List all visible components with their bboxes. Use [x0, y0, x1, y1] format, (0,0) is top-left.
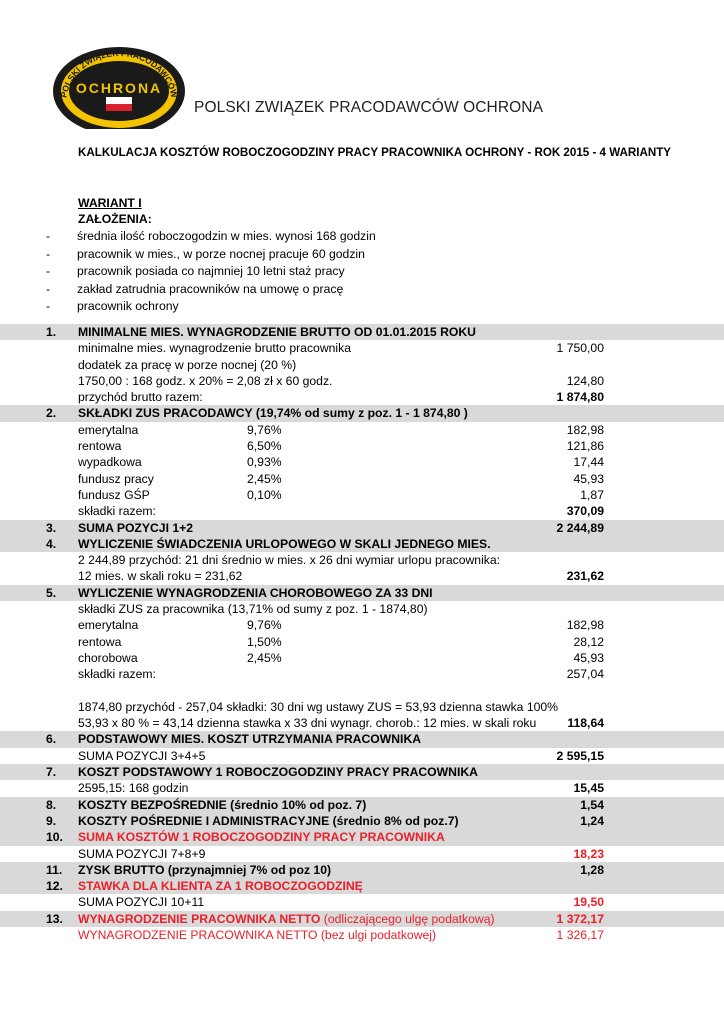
row-label-text: rentowa	[78, 634, 122, 649]
row-value: 124,80	[566, 373, 604, 388]
row-number: 11.	[46, 862, 63, 877]
row-label	[78, 373, 332, 389]
row-number: 13.	[46, 911, 63, 926]
row-label	[78, 731, 421, 747]
table-row	[0, 389, 724, 405]
row-label-text: składki razem:	[78, 667, 156, 682]
section-header-row	[0, 878, 724, 894]
section-header-row	[0, 764, 724, 780]
row-label	[78, 927, 436, 943]
row-label	[78, 878, 363, 894]
table-row	[0, 846, 724, 862]
section-header-row	[0, 520, 724, 536]
row-rate: 2,45%	[247, 471, 282, 486]
row-label-text: 2595,15: 168 godzin	[78, 781, 189, 796]
row-label	[78, 471, 154, 487]
row-number: 4.	[46, 536, 57, 551]
row-label-text: fundusz pracy	[78, 471, 154, 486]
row-label-text: KOSZT PODSTAWOWY 1 ROBOCZOGODZINY PRACY PRACOWNIKA	[78, 765, 478, 780]
row-label	[78, 585, 433, 601]
row-label-text: WYNAGRODZENIE PRACOWNIKA NETTO (bez ulgi podatkowej)	[78, 927, 437, 942]
logo-inner-text: OCHRONA	[75, 80, 163, 96]
row-label	[78, 715, 536, 731]
row-label-text: chorobowa	[78, 650, 138, 665]
table-row	[0, 357, 724, 373]
table-row	[0, 715, 724, 731]
row-label	[78, 748, 205, 764]
row-label-text: SUMA POZYCJI 10+11	[78, 895, 205, 910]
assumptions-heading: ZAŁOŻENIA:	[78, 212, 152, 226]
row-label-text: 1874,80 przychód - 257,04 składki: 30 dni wg ustawy ZUS = 53,93 dzienna stawka 100%	[78, 699, 559, 714]
row-label-text: MINIMALNE MIES. WYNAGRODZENIE BRUTTO OD 01.01.2015 ROKU	[78, 325, 476, 339]
row-number: 8.	[46, 797, 57, 812]
row-label-text: fundusz GŚP	[78, 487, 150, 502]
section-header-row	[0, 405, 724, 421]
row-number: 1.	[46, 325, 57, 339]
table-row	[0, 373, 724, 389]
row-label	[78, 617, 138, 633]
row-value: 1,24	[580, 813, 604, 828]
row-label-text: ZYSK BRUTTO (przynajmniej 7% od poz 10)	[78, 862, 332, 877]
row-number: 2.	[46, 406, 57, 421]
section-header-row	[0, 585, 724, 601]
table-row	[0, 894, 724, 910]
table-row	[0, 487, 724, 503]
row-value: 1,28	[580, 862, 604, 877]
row-value: 17,44	[573, 455, 604, 470]
table-row	[0, 454, 724, 470]
row-label-text: przychód brutto razem:	[78, 390, 203, 405]
table-row	[0, 340, 724, 356]
row-label	[78, 634, 121, 650]
row-value: 231,62	[566, 569, 604, 584]
row-number: 7.	[46, 765, 57, 780]
row-value: 18,23	[573, 846, 604, 861]
table-row	[0, 601, 724, 617]
row-label	[78, 829, 445, 845]
row-value: 15,45	[573, 781, 604, 796]
row-label	[78, 357, 296, 373]
row-label	[78, 422, 138, 438]
row-label	[78, 503, 156, 519]
row-label-text: 1750,00 : 168 godz. x 20% = 2,08 zł x 60 godz.	[78, 373, 333, 388]
section-header-row	[0, 536, 724, 552]
row-label-text: 12 mies. w skali roku = 231,62	[78, 569, 243, 584]
row-label-text: składki ZUS za pracownika (13,71% od sumy z poz. 1 - 1874,80)	[78, 602, 428, 617]
row-label	[78, 389, 203, 405]
row-value: 2 595,15	[556, 748, 604, 763]
row-rate: 9,76%	[247, 618, 282, 633]
row-label-text: PODSTAWOWY MIES. KOSZT UTRZYMANIA PRACOWNIKA	[78, 732, 422, 747]
row-value: 1,87	[580, 487, 604, 502]
row-value: 182,98	[566, 422, 604, 437]
table-row	[0, 552, 724, 568]
row-label-text: WYLICZENIE ŚWIADCZENIA URLOPOWEGO W SKALI JEDNEGO MIES.	[78, 536, 491, 551]
row-value: 182,98	[566, 618, 604, 633]
row-label-text: wypadkowa	[78, 455, 142, 470]
row-value: 1 326,17	[556, 927, 604, 942]
section-header-row	[0, 731, 724, 747]
row-value: 1 874,80	[556, 390, 604, 405]
row-label-text: minimalne mies. wynagrodzenie brutto pracownika	[78, 341, 351, 356]
row-label	[78, 862, 331, 878]
row-rate: 9,76%	[247, 422, 282, 437]
row-label	[78, 797, 366, 813]
organization-name: POLSKI ZWIĄZEK PRACODAWCÓW OCHRONA	[194, 99, 544, 116]
row-value: 45,93	[573, 650, 604, 665]
row-number: 10.	[46, 830, 63, 845]
row-label	[78, 340, 351, 356]
row-label-text: SUMA POZYCJI 1+2	[78, 520, 194, 535]
row-label-text: WYNAGRODZENIE PRACOWNIKA NETTO	[78, 911, 321, 926]
row-label	[78, 405, 468, 421]
row-number: 12.	[46, 879, 63, 894]
table-row	[0, 780, 724, 796]
row-rate: 0,93%	[247, 455, 282, 470]
row-label	[78, 813, 459, 829]
row-value: 1 372,17	[556, 911, 604, 926]
row-value: 121,86	[566, 439, 604, 454]
row-rate: 6,50%	[247, 439, 282, 454]
row-label	[78, 454, 142, 470]
row-label-text: KOSZTY POŚREDNIE I ADMINISTRACYJNE (średnio 8% od poz.7)	[78, 813, 459, 828]
table-row	[0, 634, 724, 650]
row-value: 370,09	[566, 504, 604, 519]
table-row	[0, 650, 724, 666]
row-label	[78, 536, 491, 552]
row-label	[78, 324, 476, 340]
row-label	[78, 487, 150, 503]
table-row	[0, 666, 724, 682]
row-label	[78, 764, 478, 780]
pzpo-logo	[52, 44, 186, 129]
row-number: 5.	[46, 585, 57, 600]
table-row	[0, 568, 724, 584]
section-header-row	[0, 829, 724, 845]
row-value: 28,12	[573, 634, 604, 649]
row-value: 2 244,89	[556, 520, 604, 535]
section-header-row	[0, 862, 724, 878]
table-row	[0, 422, 724, 438]
row-label	[78, 699, 558, 715]
table-row	[0, 503, 724, 519]
row-value: 1 750,00	[556, 341, 604, 356]
logo-ring-text: POLSKI ZWIĄZEK PRACODAWCÓW	[58, 47, 180, 99]
row-label-text: WYLICZENIE WYNAGRODZENIA CHOROBOWEGO ZA 33 DNI	[78, 585, 433, 600]
variant-heading: WARIANT I	[78, 196, 142, 210]
row-label-text: 53,93 x 80 % = 43,14 dzienna stawka x 33 dni wynagr. chorob.: 12 mies. w skali roku	[78, 716, 537, 731]
row-number: 6.	[46, 732, 57, 747]
table-row	[0, 617, 724, 633]
row-label-note: (odliczającego ulgę podatkową)	[320, 911, 495, 926]
row-number: 9.	[46, 813, 57, 828]
row-label-text: składki razem:	[78, 504, 156, 519]
row-label-text: SKŁADKI ZUS PRACODAWCY (19,74% od sumy z poz. 1 - 1 874,80 )	[78, 406, 468, 421]
row-label	[78, 601, 428, 617]
row-label-text: STAWKA DLA KLIENTA ZA 1 ROBOCZOGODZINĘ	[78, 879, 363, 894]
table-row	[0, 927, 724, 943]
row-label	[78, 846, 205, 862]
row-label	[78, 894, 204, 910]
row-value: 1,54	[580, 797, 604, 812]
row-rate: 2,45%	[247, 650, 282, 665]
calculation-table	[0, 324, 724, 943]
row-label-text: SUMA POZYCJI 3+4+5	[78, 748, 206, 763]
table-row	[0, 438, 724, 454]
row-label	[78, 520, 193, 536]
row-value: 257,04	[566, 667, 604, 682]
row-label	[78, 568, 242, 584]
row-label-text: KOSZTY BEZPOŚREDNIE (średnio 10% od poz. 7)	[78, 797, 367, 812]
row-label	[78, 438, 121, 454]
row-label	[78, 552, 500, 568]
row-rate: 0,10%	[247, 487, 282, 502]
row-label-text: SUMA KOSZTÓW 1 ROBOCZOGODZINY PRACY PRACOWNIKA	[78, 830, 445, 845]
section-header-row	[0, 813, 724, 829]
row-label-text: 2 244,89 przychód: 21 dni średnio w mies. x 26 dni wymiar urlopu pracownika:	[78, 553, 501, 568]
table-row	[0, 699, 724, 715]
row-value: 45,93	[573, 471, 604, 486]
row-label	[78, 666, 156, 682]
row-label-text: SUMA POZYCJI 7+8+9	[78, 846, 206, 861]
table-row	[0, 471, 724, 487]
row-label-text: emerytalna	[78, 422, 139, 437]
row-label	[78, 911, 495, 927]
row-rate: 1,50%	[247, 634, 282, 649]
row-label	[78, 780, 188, 796]
row-label-text: emerytalna	[78, 618, 139, 633]
row-label-text: rentowa	[78, 439, 122, 454]
row-value: 118,64	[567, 716, 604, 731]
section-header-row	[0, 911, 724, 927]
section-header-row	[0, 797, 724, 813]
row-number: 3.	[46, 520, 57, 535]
row-value: 19,50	[573, 895, 604, 910]
spacer-row	[0, 683, 724, 699]
document-title: KALKULACJA KOSZTÓW ROBOCZOGODZINY PRACY PRACOWNIKA OCHRONY - ROK 2015 - 4 WARIANTY	[78, 146, 672, 159]
row-label	[78, 650, 138, 666]
table-row	[0, 748, 724, 764]
row-label-text: dodatek za pracę w porze nocnej (20 %)	[78, 357, 297, 372]
section-header-row	[0, 324, 724, 340]
